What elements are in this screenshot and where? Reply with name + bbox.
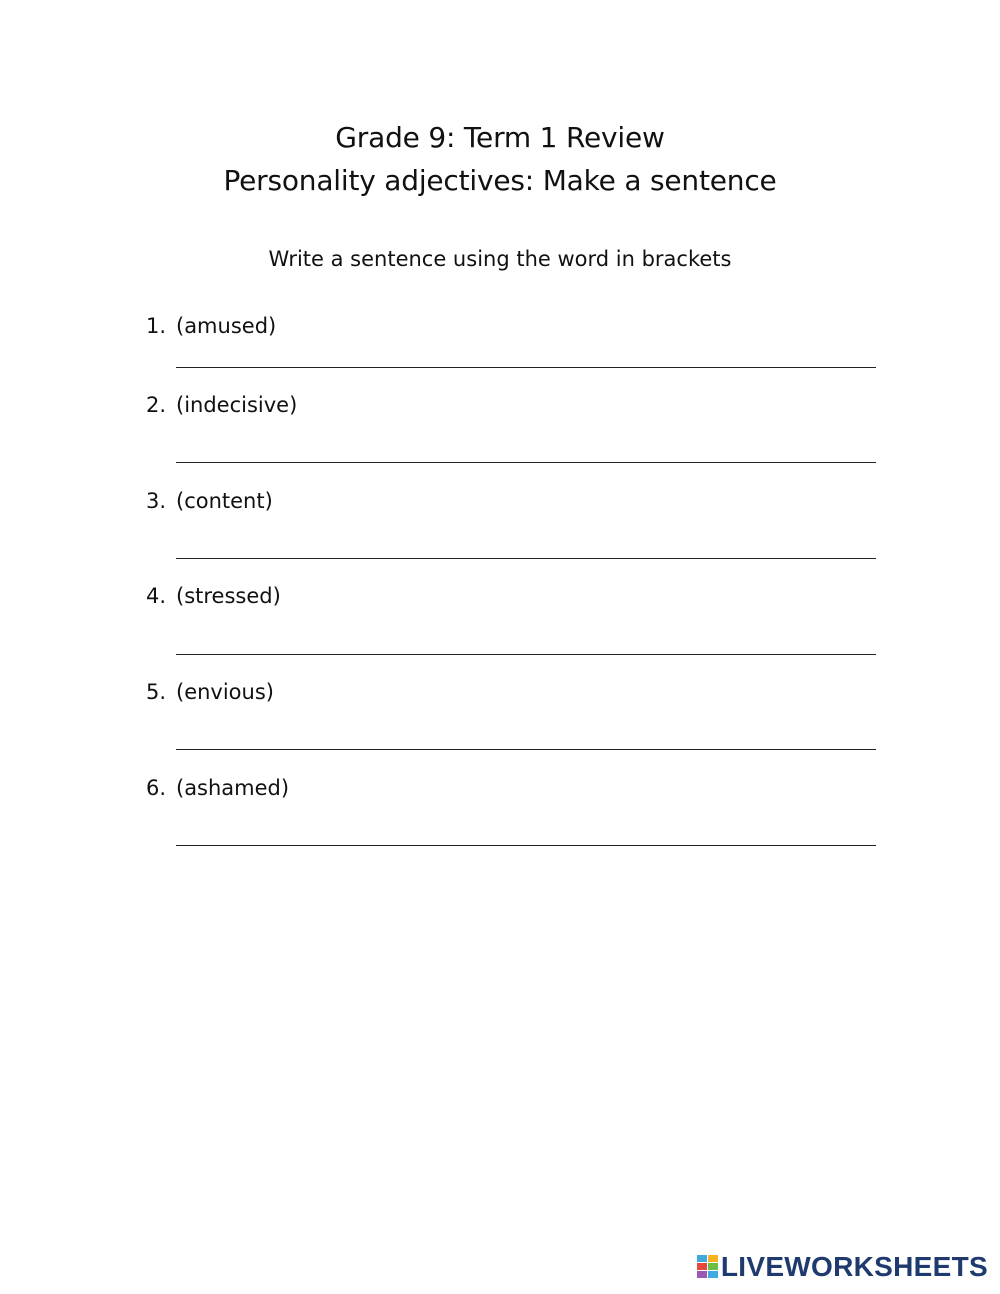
question-number: 6. bbox=[146, 776, 167, 800]
answer-field[interactable] bbox=[176, 749, 876, 750]
question-word: (envious) bbox=[176, 680, 274, 704]
title-line-1: Grade 9: Term 1 Review bbox=[335, 121, 665, 154]
question-number: 1. bbox=[146, 314, 167, 338]
question-word: (content) bbox=[176, 489, 273, 513]
answer-field[interactable] bbox=[176, 654, 876, 655]
answer-field[interactable] bbox=[176, 845, 876, 846]
instruction-text: Write a sentence using the word in brackets bbox=[268, 247, 732, 271]
liveworksheets-logo-icon bbox=[697, 1255, 719, 1279]
question-number: 4. bbox=[146, 584, 167, 608]
answer-field[interactable] bbox=[176, 367, 876, 368]
question-item bbox=[146, 582, 876, 610]
question-word: (amused) bbox=[176, 314, 277, 338]
question-number: 2. bbox=[146, 393, 167, 417]
question-item bbox=[146, 774, 876, 802]
question-item bbox=[146, 487, 876, 515]
question-word: (indecisive) bbox=[176, 393, 298, 417]
answer-field[interactable] bbox=[176, 462, 876, 463]
question-number: 3. bbox=[146, 489, 167, 513]
question-number: 5. bbox=[146, 680, 167, 704]
question-word: (stressed) bbox=[176, 584, 281, 608]
question-item bbox=[146, 678, 876, 706]
question-item bbox=[146, 312, 876, 340]
answer-field[interactable] bbox=[176, 558, 876, 559]
brand-name: LIVEWORKSHEETS bbox=[720, 1251, 988, 1282]
liveworksheets-brand bbox=[697, 1250, 988, 1284]
title-line-2: Personality adjectives: Make a sentence bbox=[223, 164, 777, 197]
question-word: (ashamed) bbox=[176, 776, 290, 800]
question-item bbox=[146, 391, 876, 419]
